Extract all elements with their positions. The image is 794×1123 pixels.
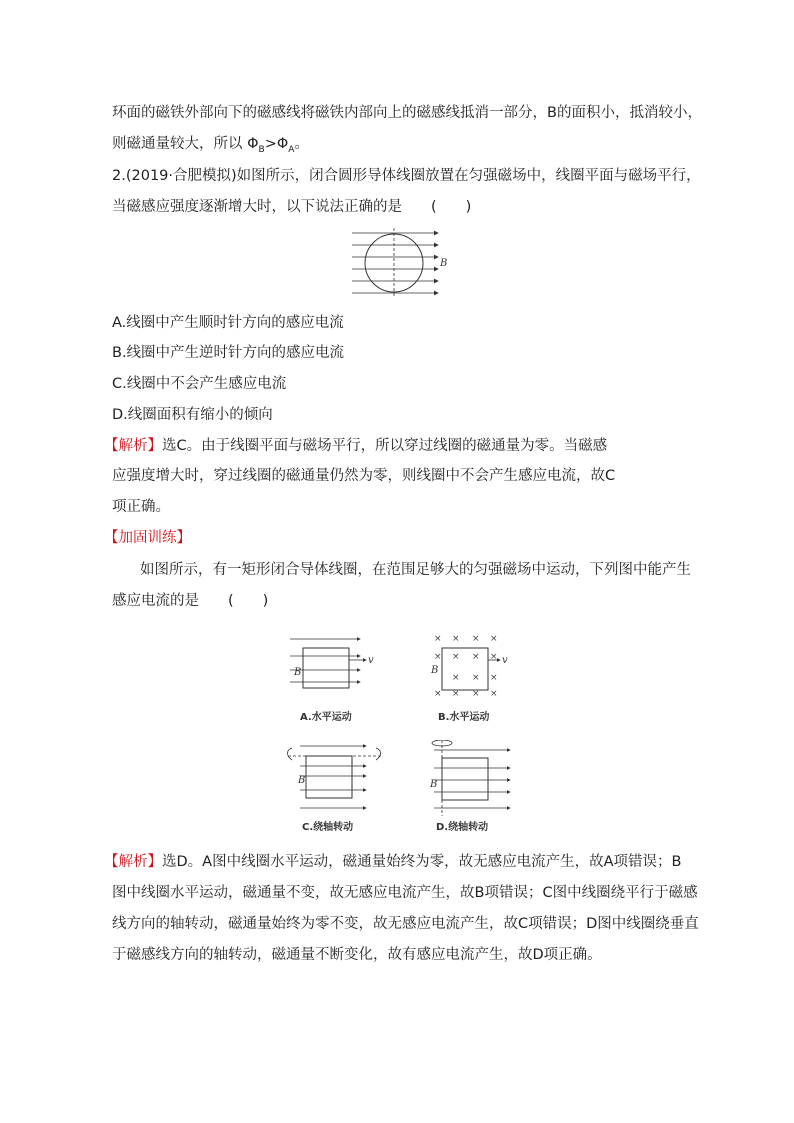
practice-analysis-line-4: 于磁感线方向的轴转动，磁通量不断变化，故有感应电流产生，故D项正确。 bbox=[112, 947, 602, 963]
svg-text:v: v bbox=[502, 655, 508, 666]
svg-text:×: × bbox=[452, 652, 460, 662]
q2-option-c: C.线圈中不会产生感应电流 bbox=[112, 376, 287, 392]
svg-text:×: × bbox=[434, 634, 442, 644]
svg-text:B: B bbox=[430, 779, 438, 790]
coil-rect bbox=[306, 756, 352, 798]
practice-analysis-line-3: 线方向的轴转动，磁通量始终为零不变，故无感应电流产生，故C项错误；D图中线圈绕垂直 bbox=[112, 916, 699, 932]
coil-rect bbox=[442, 648, 488, 690]
caption-d: D.绕轴转动 bbox=[436, 822, 489, 833]
coil-rect bbox=[442, 758, 488, 800]
field-label-b: B bbox=[440, 258, 448, 269]
caption-c: C.绕轴转动 bbox=[302, 822, 354, 833]
q2-option-b: B.线圈中产生逆时针方向的感应电流 bbox=[112, 345, 345, 361]
practice-figure-b bbox=[428, 632, 528, 724]
q2-stem-line-2: 当磁感应强度逐渐增大时，以下说法正确的是 ( ) bbox=[112, 199, 472, 215]
practice-analysis-line-2: 图中线圈水平运动，磁通量不变，故无感应电流产生，故B项错误；C图中线圈绕平行于磁感 bbox=[112, 885, 698, 901]
svg-text:×: × bbox=[472, 689, 480, 699]
practice-stem-line-1: 如图所示，有一矩形闭合导体线圈，在范围足够大的匀强磁场中运动，下列图中能产生 bbox=[140, 562, 691, 578]
svg-text:×: × bbox=[434, 689, 442, 699]
q2-option-a: A.线圈中产生顺时针方向的感应电流 bbox=[112, 315, 344, 331]
q2-analysis-line-3: 项正确。 bbox=[112, 499, 170, 515]
svg-text:B: B bbox=[294, 667, 302, 678]
svg-text:×: × bbox=[490, 634, 498, 644]
svg-text:v: v bbox=[368, 655, 374, 666]
rotation-arrow-right bbox=[376, 748, 381, 760]
q2-option-d: D.线圈面积有缩小的倾向 bbox=[112, 407, 273, 423]
analysis-tag: 【解析】 bbox=[104, 438, 162, 454]
svg-text:×: × bbox=[452, 634, 460, 644]
practice-stem-line-2: 感应电流的是 ( ) bbox=[112, 593, 269, 609]
practice-figure-a bbox=[286, 632, 386, 724]
svg-text:×: × bbox=[490, 673, 498, 683]
q2-figure-circle-coil bbox=[350, 226, 450, 298]
svg-text:×: × bbox=[490, 652, 498, 662]
svg-text:×: × bbox=[434, 652, 442, 662]
svg-text:×: × bbox=[452, 673, 460, 683]
svg-text:×: × bbox=[472, 652, 480, 662]
svg-text:B: B bbox=[431, 665, 439, 676]
practice-analysis-line-1: 【解析】选D。A图中线圈水平运动，磁通量始终为零，故无感应电流产生，故A项错误；B bbox=[104, 854, 682, 870]
q2-analysis-line-2: 应强度增大时，穿过线圈的磁通量仍然为零，则线圈中不会产生感应电流，故C bbox=[112, 468, 616, 484]
caption-b: B.水平运动 bbox=[438, 712, 490, 723]
carryover-line-2: 则磁通量较大，所以 $\Phi_B>\Phi_A$。 bbox=[112, 136, 309, 155]
svg-text:×: × bbox=[490, 689, 498, 699]
carryover-line-1: 环面的磁铁外部向下的磁感线将磁铁内部向上的磁感线抵消一部分，B的面积小，抵消较小， bbox=[112, 105, 702, 121]
svg-text:×: × bbox=[472, 634, 480, 644]
svg-text:B: B bbox=[298, 775, 306, 786]
q2-stem-line-1: 2.(2019·合肥模拟)如图所示，闭合圆形导体线圈放置在匀强磁场中，线圈平面与磁场平行， bbox=[112, 168, 701, 184]
practice-figure-d bbox=[428, 740, 528, 834]
analysis-tag: 【解析】 bbox=[104, 854, 162, 870]
practice-figure-c bbox=[284, 740, 388, 834]
svg-text:×: × bbox=[452, 689, 460, 699]
q2-analysis-line-1: 【解析】选C。由于线圈平面与磁场平行，所以穿过线圈的磁通量为零。当磁感 bbox=[104, 438, 608, 454]
svg-text:×: × bbox=[472, 673, 480, 683]
caption-a: A.水平运动 bbox=[300, 712, 352, 723]
practice-heading: 【加固训练】 bbox=[104, 530, 191, 546]
rotation-arrow-left bbox=[288, 748, 293, 760]
